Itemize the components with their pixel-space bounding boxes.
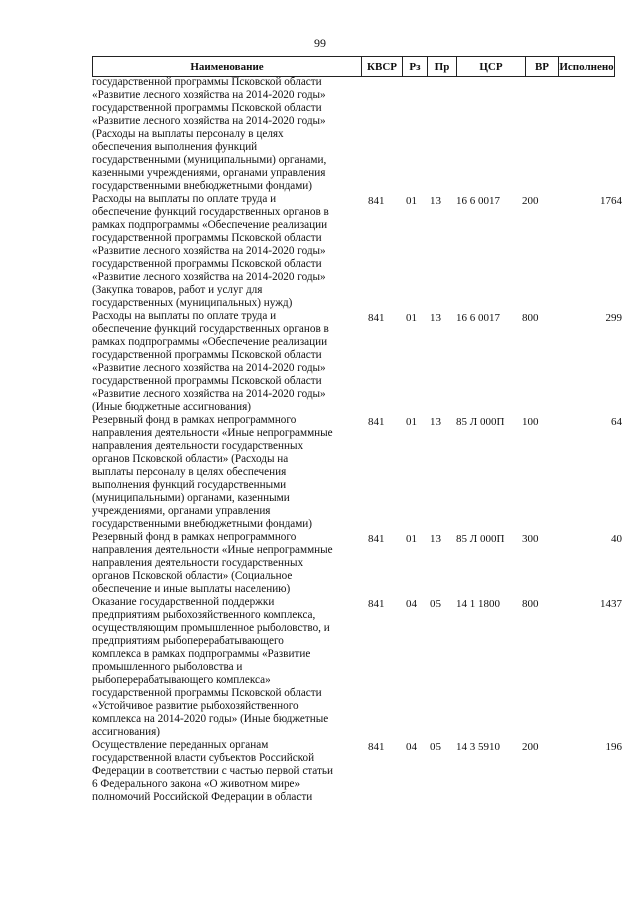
- row-pr: 05: [430, 741, 441, 753]
- row-csr: 85 Л 000П: [456, 533, 505, 545]
- row-kvsr: 841: [368, 741, 385, 753]
- header-kvsr: КВСР: [362, 57, 403, 76]
- row-vr: 300: [522, 533, 539, 545]
- header-vr: ВР: [526, 57, 559, 76]
- table-row: [92, 310, 622, 414]
- row-rz: 04: [406, 598, 417, 610]
- header-pr: Пр: [428, 57, 457, 76]
- row-csr: 85 Л 000П: [456, 416, 505, 428]
- header-csr: ЦСР: [457, 57, 526, 76]
- row-ispolneno: 299: [605, 312, 622, 324]
- row-name: Расходы на выплаты по оплате труда и обеспечение функций государственных органов в рамках подпрограммы «Обеспечение реализации государственной программы Псковской области «Развитие лесного хозяйства на 2014-2020 годы» государственной программы Псковской области «Развитие лесного хозяйства на 2014-2020 годы» (Закупка товаров, работ и услуг для государственных (муниципальных) нужд): [92, 193, 329, 309]
- table-row: [92, 596, 622, 739]
- row-pr: 13: [430, 416, 441, 428]
- row-vr: 200: [522, 741, 539, 753]
- row-rz: 04: [406, 741, 417, 753]
- row-csr: 14 1 1800: [456, 598, 500, 610]
- row-name: Оказание государственной поддержки предприятиям рыбохозяйственного комплекса, осуществляющим промышленное рыболовство, и предприятиям рыбоперерабатывающего комплекса в рамках подпрограммы «Развитие промышленного рыболовства и рыбоперерабатывающего комплекса» государственной программы Псковской области «Устойчивое развитие рыбохозяйственного комплекса на 2014-2020 годы» (Иные бюджетные ассигнования): [92, 596, 330, 738]
- row-ispolneno: 40: [611, 533, 622, 545]
- row-ispolneno: 1437: [600, 598, 622, 610]
- row-pr: 13: [430, 195, 441, 207]
- table-row: [92, 739, 622, 804]
- row-pr: 13: [430, 312, 441, 324]
- row-name: Резервный фонд в рамках непрограммного направления деятельности «Иные непрограммные направления деятельности государственных органов Псковской области» (Социальное обеспечение и иные выплаты населению): [92, 531, 333, 595]
- row-ispolneno: 196: [605, 741, 622, 753]
- row-rz: 01: [406, 416, 417, 428]
- table-body: [92, 76, 622, 804]
- row-pr: 05: [430, 598, 441, 610]
- table-row: [92, 414, 622, 531]
- row-vr: 200: [522, 195, 539, 207]
- row-name: государственной программы Псковской области «Развитие лесного хозяйства на 2014-2020 годы» государственной программы Псковской области «Развитие лесного хозяйства на 2014-2020 годы» (Расходы на выплаты персоналу в целях обеспечения выполнения функций государственными (муниципальными) органами, казенными учреждениями, органами управления государственными внебюджетными фондами): [92, 76, 327, 192]
- row-csr: 16 6 0017: [456, 195, 500, 207]
- row-rz: 01: [406, 533, 417, 545]
- table-row: [92, 193, 622, 310]
- table-row: [92, 76, 622, 193]
- header-name: Наименование: [93, 57, 362, 76]
- table-header: [92, 56, 615, 77]
- row-vr: 800: [522, 312, 539, 324]
- row-ispolneno: 64: [611, 416, 622, 428]
- row-rz: 01: [406, 195, 417, 207]
- row-name: Расходы на выплаты по оплате труда и обеспечение функций государственных органов в рамках подпрограммы «Обеспечение реализации государственной программы Псковской области «Развитие лесного хозяйства на 2014-2020 годы» государственной программы Псковской области «Развитие лесного хозяйства на 2014-2020 годы» (Иные бюджетные ассигнования): [92, 310, 329, 413]
- row-name: Резервный фонд в рамках непрограммного направления деятельности «Иные непрограммные направления деятельности государственных органов Псковской области» (Расходы на выплаты персоналу в целях обеспечения выполнения функций государственными (муниципальными) органами, казенными учреждениями, органами управления государственными внебюджетными фондами): [92, 414, 333, 530]
- row-kvsr: 841: [368, 195, 385, 207]
- row-kvsr: 841: [368, 312, 385, 324]
- row-ispolneno: 1764: [600, 195, 622, 207]
- row-name: Осуществление переданных органам государственной власти субъектов Российской Федерации в соответствии с частью первой статьи 6 Федерального закона «О животном мире» полномочий Российской Федерации в области: [92, 739, 333, 803]
- page-number: 99: [314, 36, 326, 50]
- row-csr: 14 3 5910: [456, 741, 500, 753]
- row-vr: 800: [522, 598, 539, 610]
- row-vr: 100: [522, 416, 539, 428]
- table-row: [92, 531, 622, 596]
- row-kvsr: 841: [368, 598, 385, 610]
- row-pr: 13: [430, 533, 441, 545]
- row-csr: 16 6 0017: [456, 312, 500, 324]
- row-kvsr: 841: [368, 416, 385, 428]
- row-rz: 01: [406, 312, 417, 324]
- header-rz: Рз: [403, 57, 428, 76]
- header-ispolneno: Исполнено: [559, 60, 614, 73]
- row-kvsr: 841: [368, 533, 385, 545]
